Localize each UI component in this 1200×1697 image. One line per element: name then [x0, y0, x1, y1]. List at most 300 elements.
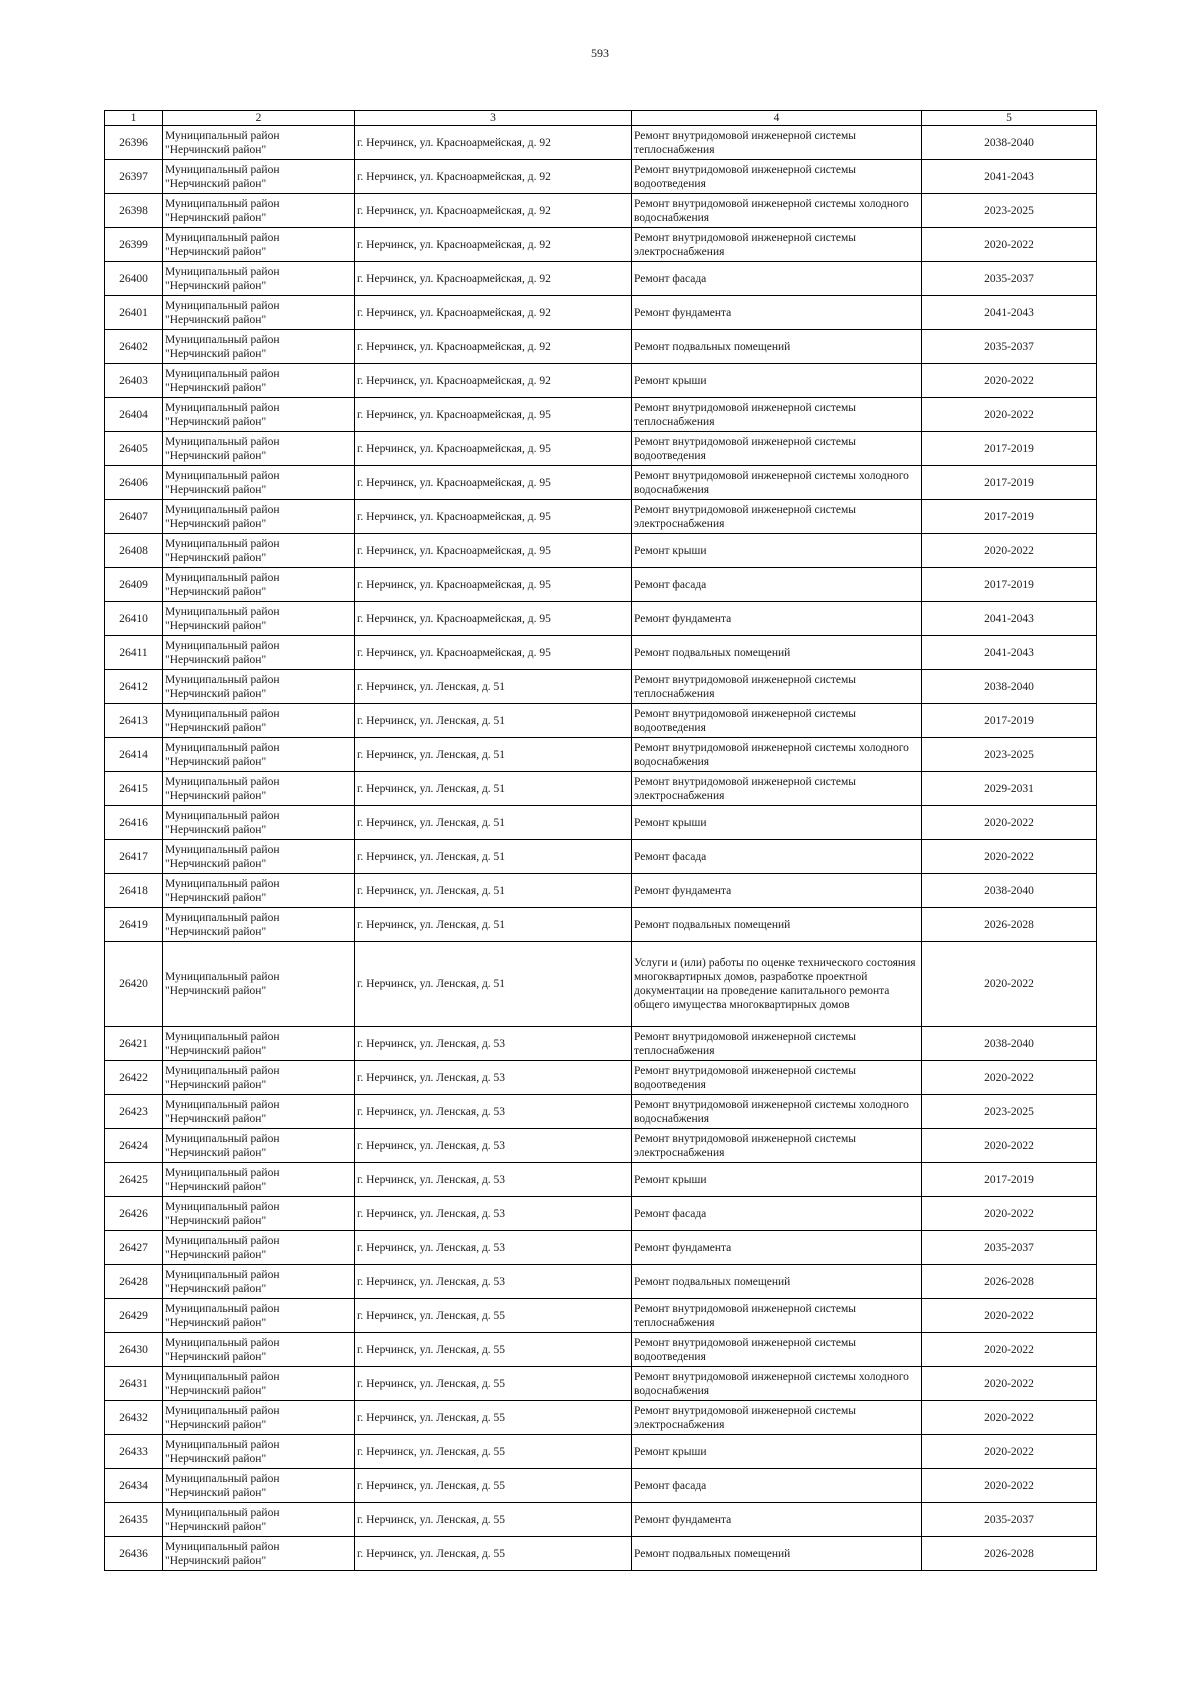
table-row	[105, 194, 1097, 228]
address-cell: г. Нерчинск, ул. Ленская, д. 51	[355, 772, 632, 806]
period-cell: 2017-2019	[922, 568, 1097, 602]
municipality-line-1: Муниципальный район	[165, 1438, 280, 1451]
municipality-line-2: "Нерчинский район"	[165, 143, 267, 156]
municipality-cell	[163, 160, 355, 194]
municipality-cell	[163, 1231, 355, 1265]
municipality-line-2: "Нерчинский район"	[165, 1044, 267, 1057]
work-type-cell: Ремонт подвальных помещений	[632, 1537, 922, 1571]
table-row	[105, 840, 1097, 874]
municipality-line-2: "Нерчинский район"	[165, 347, 267, 360]
table-row	[105, 1095, 1097, 1129]
work-type-cell: Ремонт фасада	[632, 1197, 922, 1231]
address-cell: г. Нерчинск, ул. Красноармейская, д. 95	[355, 500, 632, 534]
table-row	[105, 466, 1097, 500]
address-cell: г. Нерчинск, ул. Ленская, д. 51	[355, 874, 632, 908]
table-row	[105, 262, 1097, 296]
row-number: 26414	[105, 738, 163, 772]
municipality-line-1: Муниципальный район	[165, 877, 280, 890]
row-number: 26410	[105, 602, 163, 636]
municipality-cell	[163, 262, 355, 296]
period-cell: 2026-2028	[922, 908, 1097, 942]
row-number: 26397	[105, 160, 163, 194]
table-row	[105, 126, 1097, 160]
work-type-cell: Ремонт крыши	[632, 534, 922, 568]
work-type-cell: Ремонт внутридомовой инженерной системы электроснабжения	[632, 1401, 922, 1435]
table-row	[105, 738, 1097, 772]
period-cell: 2017-2019	[922, 1163, 1097, 1197]
period-cell: 2023-2025	[922, 194, 1097, 228]
address-cell: г. Нерчинск, ул. Красноармейская, д. 95	[355, 432, 632, 466]
period-cell: 2035-2037	[922, 1231, 1097, 1265]
municipality-cell	[163, 568, 355, 602]
row-number: 26408	[105, 534, 163, 568]
work-type-cell: Ремонт крыши	[632, 1163, 922, 1197]
table-row	[105, 160, 1097, 194]
address-cell: г. Нерчинск, ул. Ленская, д. 53	[355, 1231, 632, 1265]
municipality-line-2: "Нерчинский район"	[165, 857, 267, 870]
municipality-cell	[163, 398, 355, 432]
address-cell: г. Нерчинск, ул. Ленская, д. 51	[355, 670, 632, 704]
address-cell: г. Нерчинск, ул. Красноармейская, д. 92	[355, 262, 632, 296]
address-cell: г. Нерчинск, ул. Ленская, д. 55	[355, 1401, 632, 1435]
municipality-line-2: "Нерчинский район"	[165, 313, 267, 326]
municipality-line-2: "Нерчинский район"	[165, 1112, 267, 1125]
municipality-cell	[163, 874, 355, 908]
address-cell: г. Нерчинск, ул. Ленская, д. 53	[355, 1061, 632, 1095]
municipality-line-1: Муниципальный район	[165, 265, 280, 278]
period-cell: 2020-2022	[922, 1197, 1097, 1231]
table-row	[105, 806, 1097, 840]
table-row	[105, 296, 1097, 330]
address-cell: г. Нерчинск, ул. Красноармейская, д. 92	[355, 126, 632, 160]
row-number: 26417	[105, 840, 163, 874]
row-number: 26415	[105, 772, 163, 806]
municipality-cell	[163, 432, 355, 466]
address-cell: г. Нерчинск, ул. Ленская, д. 55	[355, 1537, 632, 1571]
address-cell: г. Нерчинск, ул. Красноармейская, д. 95	[355, 534, 632, 568]
period-cell: 2029-2031	[922, 772, 1097, 806]
municipality-line-1: Муниципальный район	[165, 1404, 280, 1417]
municipality-cell	[163, 942, 355, 1027]
row-number: 26432	[105, 1401, 163, 1435]
work-type-cell: Ремонт подвальных помещений	[632, 636, 922, 670]
municipality-line-2: "Нерчинский район"	[165, 585, 267, 598]
period-cell: 2020-2022	[922, 806, 1097, 840]
address-cell: г. Нерчинск, ул. Ленская, д. 51	[355, 840, 632, 874]
municipality-cell	[163, 738, 355, 772]
period-cell: 2041-2043	[922, 296, 1097, 330]
row-number: 26427	[105, 1231, 163, 1265]
municipality-cell	[163, 1061, 355, 1095]
work-type-cell: Ремонт внутридомовой инженерной системы водоотведения	[632, 1333, 922, 1367]
municipality-cell	[163, 636, 355, 670]
period-cell: 2017-2019	[922, 500, 1097, 534]
municipality-cell	[163, 330, 355, 364]
municipality-cell	[163, 602, 355, 636]
municipality-cell	[163, 1027, 355, 1061]
municipality-line-2: "Нерчинский район"	[165, 985, 267, 997]
row-number: 26412	[105, 670, 163, 704]
table-row	[105, 1027, 1097, 1061]
work-type-cell: Ремонт фундамента	[632, 602, 922, 636]
row-number: 26418	[105, 874, 163, 908]
municipality-line-2: "Нерчинский район"	[165, 687, 267, 700]
municipality-cell	[163, 1095, 355, 1129]
municipality-cell	[163, 908, 355, 942]
municipality-cell	[163, 228, 355, 262]
municipality-line-1: Муниципальный район	[165, 367, 280, 380]
table-row	[105, 1061, 1097, 1095]
address-cell: г. Нерчинск, ул. Красноармейская, д. 95	[355, 466, 632, 500]
row-number: 26413	[105, 704, 163, 738]
municipality-line-1: Муниципальный район	[165, 333, 280, 346]
row-number: 26435	[105, 1503, 163, 1537]
work-type-cell: Ремонт фасада	[632, 568, 922, 602]
work-type-cell: Ремонт внутридомовой инженерной системы холодного водоснабжения	[632, 1367, 922, 1401]
work-type-cell: Ремонт фасада	[632, 262, 922, 296]
municipality-line-1: Муниципальный район	[165, 537, 280, 550]
municipality-cell	[163, 704, 355, 738]
municipality-line-2: "Нерчинский район"	[165, 721, 267, 734]
table-row	[105, 1435, 1097, 1469]
municipality-line-2: "Нерчинский район"	[165, 279, 267, 292]
work-type-cell: Ремонт внутридомовой инженерной системы теплоснабжения	[632, 126, 922, 160]
row-number: 26405	[105, 432, 163, 466]
table-row	[105, 1299, 1097, 1333]
row-number: 26426	[105, 1197, 163, 1231]
address-cell: г. Нерчинск, ул. Ленская, д. 53	[355, 1163, 632, 1197]
row-number: 26419	[105, 908, 163, 942]
row-number: 26429	[105, 1299, 163, 1333]
row-number: 26407	[105, 500, 163, 534]
address-cell: г. Нерчинск, ул. Ленская, д. 55	[355, 1367, 632, 1401]
municipality-line-1: Муниципальный район	[165, 673, 280, 686]
municipality-cell	[163, 296, 355, 330]
work-type-cell: Ремонт внутридомовой инженерной системы водоотведения	[632, 704, 922, 738]
table-row	[105, 534, 1097, 568]
row-number: 26396	[105, 126, 163, 160]
period-cell: 2020-2022	[922, 398, 1097, 432]
municipality-cell	[163, 1503, 355, 1537]
work-type-cell: Ремонт фасада	[632, 1469, 922, 1503]
municipality-line-2: "Нерчинский район"	[165, 1486, 267, 1499]
period-cell: 2038-2040	[922, 670, 1097, 704]
address-cell: г. Нерчинск, ул. Ленская, д. 51	[355, 942, 632, 1027]
table-row	[105, 772, 1097, 806]
table-row	[105, 432, 1097, 466]
table-row	[105, 1197, 1097, 1231]
municipality-cell	[163, 194, 355, 228]
municipality-line-2: "Нерчинский район"	[165, 1282, 267, 1295]
row-number: 26434	[105, 1469, 163, 1503]
work-type-cell: Ремонт подвальных помещений	[632, 1265, 922, 1299]
municipality-line-2: "Нерчинский район"	[165, 1316, 267, 1329]
header-col-2: 2	[163, 111, 355, 126]
page-number: 593	[591, 46, 609, 60]
municipality-line-1: Муниципальный район	[165, 1370, 280, 1383]
municipality-line-1: Муниципальный район	[165, 571, 280, 584]
table-row	[105, 1265, 1097, 1299]
work-type-cell: Ремонт фасада	[632, 840, 922, 874]
address-cell: г. Нерчинск, ул. Красноармейская, д. 95	[355, 568, 632, 602]
municipality-line-1: Муниципальный район	[165, 1540, 280, 1553]
period-cell: 2026-2028	[922, 1265, 1097, 1299]
municipality-line-2: "Нерчинский район"	[165, 1078, 267, 1091]
work-type-cell: Ремонт внутридомовой инженерной системы теплоснабжения	[632, 398, 922, 432]
municipality-line-2: "Нерчинский район"	[165, 1350, 267, 1363]
municipality-line-1: Муниципальный район	[165, 1030, 280, 1043]
row-number: 26401	[105, 296, 163, 330]
work-type-cell: Ремонт фундамента	[632, 874, 922, 908]
address-cell: г. Нерчинск, ул. Ленская, д. 55	[355, 1469, 632, 1503]
period-cell: 2020-2022	[922, 942, 1097, 1027]
table-row	[105, 398, 1097, 432]
municipality-line-1: Муниципальный район	[165, 775, 280, 788]
address-cell: г. Нерчинск, ул. Ленская, д. 55	[355, 1299, 632, 1333]
municipality-cell	[163, 1129, 355, 1163]
municipality-line-2: "Нерчинский район"	[165, 1180, 267, 1193]
table-row	[105, 364, 1097, 398]
registry-table	[104, 110, 1097, 1571]
work-type-cell: Ремонт подвальных помещений	[632, 908, 922, 942]
municipality-line-1: Муниципальный район	[165, 1472, 280, 1485]
municipality-cell	[163, 466, 355, 500]
row-number: 26430	[105, 1333, 163, 1367]
address-cell: г. Нерчинск, ул. Ленская, д. 51	[355, 908, 632, 942]
address-cell: г. Нерчинск, ул. Ленская, д. 53	[355, 1129, 632, 1163]
municipality-cell	[163, 1469, 355, 1503]
work-type-cell: Ремонт внутридомовой инженерной системы водоотведения	[632, 160, 922, 194]
municipality-cell	[163, 1367, 355, 1401]
header-row	[105, 111, 1097, 126]
address-cell: г. Нерчинск, ул. Ленская, д. 51	[355, 806, 632, 840]
municipality-cell	[163, 1537, 355, 1571]
municipality-line-1: Муниципальный район	[165, 435, 280, 448]
period-cell: 2020-2022	[922, 840, 1097, 874]
work-type-cell: Ремонт внутридомовой инженерной системы теплоснабжения	[632, 1299, 922, 1333]
period-cell: 2041-2043	[922, 160, 1097, 194]
municipality-line-1: Муниципальный район	[165, 971, 280, 983]
table-row	[105, 1231, 1097, 1265]
work-type-cell: Ремонт внутридомовой инженерной системы холодного водоснабжения	[632, 738, 922, 772]
row-number: 26399	[105, 228, 163, 262]
municipality-line-1: Муниципальный район	[165, 639, 280, 652]
municipality-line-2: "Нерчинский район"	[165, 1384, 267, 1397]
address-cell: г. Нерчинск, ул. Ленская, д. 53	[355, 1095, 632, 1129]
municipality-line-2: "Нерчинский район"	[165, 755, 267, 768]
municipality-line-2: "Нерчинский район"	[165, 177, 267, 190]
municipality-line-1: Муниципальный район	[165, 741, 280, 754]
header-col-1: 1	[105, 111, 163, 126]
work-type-cell: Ремонт внутридомовой инженерной системы холодного водоснабжения	[632, 466, 922, 500]
table-row	[105, 670, 1097, 704]
table-row	[105, 908, 1097, 942]
municipality-line-1: Муниципальный район	[165, 1200, 280, 1213]
address-cell: г. Нерчинск, ул. Ленская, д. 55	[355, 1333, 632, 1367]
table-row	[105, 1129, 1097, 1163]
work-type-cell: Ремонт крыши	[632, 1435, 922, 1469]
period-cell: 2023-2025	[922, 738, 1097, 772]
work-type-cell: Ремонт фундамента	[632, 1503, 922, 1537]
work-type-cell: Ремонт внутридомовой инженерной системы холодного водоснабжения	[632, 1095, 922, 1129]
municipality-line-2: "Нерчинский район"	[165, 789, 267, 802]
municipality-line-2: "Нерчинский район"	[165, 1452, 267, 1465]
work-type-cell: Ремонт внутридомовой инженерной системы теплоснабжения	[632, 670, 922, 704]
work-type-cell: Ремонт внутридомовой инженерной системы водоотведения	[632, 1061, 922, 1095]
municipality-line-2: "Нерчинский район"	[165, 245, 267, 258]
table-row	[105, 228, 1097, 262]
period-cell: 2020-2022	[922, 534, 1097, 568]
municipality-line-1: Муниципальный район	[165, 163, 280, 176]
table-row	[105, 1163, 1097, 1197]
municipality-line-1: Муниципальный район	[165, 1234, 280, 1247]
table-row	[105, 330, 1097, 364]
address-cell: г. Нерчинск, ул. Красноармейская, д. 92	[355, 296, 632, 330]
work-type-cell: Ремонт крыши	[632, 364, 922, 398]
work-type-cell: Ремонт внутридомовой инженерной системы водоотведения	[632, 432, 922, 466]
work-type-cell: Ремонт крыши	[632, 806, 922, 840]
municipality-line-2: "Нерчинский район"	[165, 449, 267, 462]
municipality-line-2: "Нерчинский район"	[165, 823, 267, 836]
municipality-cell	[163, 1299, 355, 1333]
municipality-cell	[163, 500, 355, 534]
row-number: 26402	[105, 330, 163, 364]
address-cell: г. Нерчинск, ул. Ленская, д. 51	[355, 704, 632, 738]
table-row	[105, 568, 1097, 602]
address-cell: г. Нерчинск, ул. Красноармейская, д. 92	[355, 194, 632, 228]
period-cell: 2020-2022	[922, 228, 1097, 262]
municipality-line-1: Муниципальный район	[165, 129, 280, 142]
municipality-line-2: "Нерчинский район"	[165, 1418, 267, 1431]
municipality-line-1: Муниципальный район	[165, 231, 280, 244]
municipality-line-2: "Нерчинский район"	[165, 1146, 267, 1159]
table-row	[105, 942, 1097, 1027]
municipality-cell	[163, 364, 355, 398]
municipality-cell	[163, 806, 355, 840]
period-cell: 2020-2022	[922, 1469, 1097, 1503]
work-type-cell: Ремонт фундамента	[632, 1231, 922, 1265]
address-cell: г. Нерчинск, ул. Красноармейская, д. 95	[355, 398, 632, 432]
municipality-line-2: "Нерчинский район"	[165, 211, 267, 224]
municipality-line-1: Муниципальный район	[165, 1166, 280, 1179]
municipality-cell	[163, 534, 355, 568]
municipality-line-1: Муниципальный район	[165, 605, 280, 618]
table-row	[105, 1469, 1097, 1503]
row-number: 26422	[105, 1061, 163, 1095]
row-number: 26423	[105, 1095, 163, 1129]
table-row	[105, 500, 1097, 534]
municipality-line-2: "Нерчинский район"	[165, 517, 267, 530]
row-number: 26425	[105, 1163, 163, 1197]
row-number: 26420	[105, 942, 163, 1027]
period-cell: 2035-2037	[922, 262, 1097, 296]
municipality-cell	[163, 1163, 355, 1197]
period-cell: 2020-2022	[922, 1435, 1097, 1469]
table-row	[105, 636, 1097, 670]
municipality-line-1: Муниципальный район	[165, 1098, 280, 1111]
address-cell: г. Нерчинск, ул. Красноармейская, д. 92	[355, 228, 632, 262]
period-cell: 2026-2028	[922, 1537, 1097, 1571]
table-row	[105, 1503, 1097, 1537]
municipality-cell	[163, 1435, 355, 1469]
municipality-line-1: Муниципальный район	[165, 911, 280, 924]
municipality-cell	[163, 840, 355, 874]
municipality-line-2: "Нерчинский район"	[165, 619, 267, 632]
address-cell: г. Нерчинск, ул. Красноармейская, д. 95	[355, 636, 632, 670]
work-type-cell: Ремонт внутридомовой инженерной системы теплоснабжения	[632, 1027, 922, 1061]
row-number: 26431	[105, 1367, 163, 1401]
period-cell: 2017-2019	[922, 704, 1097, 738]
table-row	[105, 1537, 1097, 1571]
row-number: 26424	[105, 1129, 163, 1163]
address-cell: г. Нерчинск, ул. Ленская, д. 53	[355, 1265, 632, 1299]
municipality-line-2: "Нерчинский район"	[165, 551, 267, 564]
municipality-cell	[163, 1197, 355, 1231]
work-type-cell: Услуги и (или) работы по оценке технического состояния многоквартирных домов, разработке проектной документации на проведение капитального ремонта общего имущества многоквартирных домов	[632, 942, 922, 1027]
address-cell: г. Нерчинск, ул. Ленская, д. 53	[355, 1197, 632, 1231]
address-cell: г. Нерчинск, ул. Красноармейская, д. 92	[355, 364, 632, 398]
row-number: 26433	[105, 1435, 163, 1469]
municipality-line-2: "Нерчинский район"	[165, 1248, 267, 1261]
municipality-line-1: Муниципальный район	[165, 299, 280, 312]
row-number: 26416	[105, 806, 163, 840]
municipality-line-1: Муниципальный район	[165, 1064, 280, 1077]
municipality-line-1: Муниципальный район	[165, 1132, 280, 1145]
municipality-line-1: Муниципальный район	[165, 469, 280, 482]
row-number: 26421	[105, 1027, 163, 1061]
period-cell: 2020-2022	[922, 1401, 1097, 1435]
work-type-cell: Ремонт внутридомовой инженерной системы электроснабжения	[632, 500, 922, 534]
work-type-cell: Ремонт фундамента	[632, 296, 922, 330]
period-cell: 2038-2040	[922, 1027, 1097, 1061]
municipality-line-2: "Нерчинский район"	[165, 1214, 267, 1227]
period-cell: 2041-2043	[922, 602, 1097, 636]
table-row	[105, 1401, 1097, 1435]
address-cell: г. Нерчинск, ул. Красноармейская, д. 92	[355, 160, 632, 194]
municipality-cell	[163, 670, 355, 704]
header-col-5: 5	[922, 111, 1097, 126]
period-cell: 2020-2022	[922, 1367, 1097, 1401]
period-cell: 2020-2022	[922, 1061, 1097, 1095]
municipality-line-1: Муниципальный район	[165, 197, 280, 210]
municipality-line-1: Муниципальный район	[165, 1268, 280, 1281]
municipality-line-1: Муниципальный район	[165, 707, 280, 720]
row-number: 26404	[105, 398, 163, 432]
header-col-3: 3	[355, 111, 632, 126]
municipality-line-2: "Нерчинский район"	[165, 925, 267, 938]
table-row	[105, 1367, 1097, 1401]
municipality-line-1: Муниципальный район	[165, 401, 280, 414]
address-cell: г. Нерчинск, ул. Красноармейская, д. 95	[355, 602, 632, 636]
municipality-line-2: "Нерчинский район"	[165, 891, 267, 904]
period-cell: 2038-2040	[922, 126, 1097, 160]
municipality-line-2: "Нерчинский район"	[165, 1520, 267, 1533]
table-row	[105, 1333, 1097, 1367]
municipality-line-2: "Нерчинский район"	[165, 415, 267, 428]
work-type-cell: Ремонт внутридомовой инженерной системы холодного водоснабжения	[632, 194, 922, 228]
row-number: 26406	[105, 466, 163, 500]
period-cell: 2020-2022	[922, 364, 1097, 398]
work-type-cell: Ремонт подвальных помещений	[632, 330, 922, 364]
row-number: 26411	[105, 636, 163, 670]
municipality-line-2: "Нерчинский район"	[165, 1554, 267, 1567]
municipality-line-2: "Нерчинский район"	[165, 483, 267, 496]
address-cell: г. Нерчинск, ул. Ленская, д. 53	[355, 1027, 632, 1061]
municipality-line-1: Муниципальный район	[165, 503, 280, 516]
address-cell: г. Нерчинск, ул. Ленская, д. 51	[355, 738, 632, 772]
period-cell: 2020-2022	[922, 1333, 1097, 1367]
municipality-line-1: Муниципальный район	[165, 1302, 280, 1315]
